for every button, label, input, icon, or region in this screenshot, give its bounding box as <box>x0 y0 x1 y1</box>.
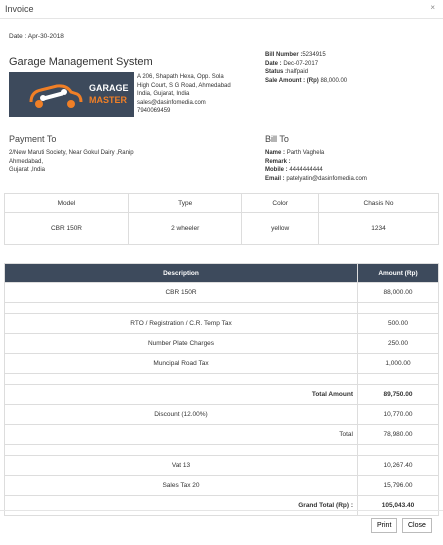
bill-date-label: Date : <box>265 60 284 67</box>
tax-label: Sales Tax 20 <box>5 476 358 496</box>
address-line: A 206, Shapath Hexa, Opp. Sola <box>137 74 224 80</box>
bill-status-label: Status : <box>265 69 288 75</box>
vehicle-type: 2 wheeler <box>128 213 241 245</box>
company-name: Garage Management System <box>9 56 153 68</box>
vehicle-color: yellow <box>242 213 319 245</box>
company-address <box>137 73 231 116</box>
discount-label: Discount (12.00%) <box>5 405 358 425</box>
garage-master-logo <box>9 72 134 117</box>
discount-amount: 10,770.00 <box>358 405 439 425</box>
total-amount-label: Total Amount <box>5 385 358 405</box>
mobile-label: Mobile : <box>265 167 290 173</box>
remark-label: Remark : <box>265 158 291 165</box>
item-description: Number Plate Charges <box>5 334 358 354</box>
divider <box>0 510 443 511</box>
bill-to-heading: Bill To <box>265 134 289 144</box>
customer-name: Parth Vaghela <box>286 150 325 156</box>
print-button[interactable]: Print <box>371 518 397 533</box>
bill-number-label: Bill Number : <box>265 52 303 58</box>
bill-to-details <box>265 149 367 183</box>
column-header: Amount (Rp) <box>358 264 439 283</box>
company-email: sales@dasinfomedia.com <box>137 99 206 106</box>
table-row <box>5 476 439 496</box>
name-label: Name : <box>265 150 287 156</box>
total-label: Total <box>5 425 358 445</box>
address-line: High Court, S G Road, Ahmedabad <box>137 82 231 89</box>
invoice-date: Date : Apr-30-2018 <box>9 33 64 40</box>
bill-status: halfpaid <box>287 69 309 75</box>
column-header: Model <box>5 194 129 213</box>
table-row <box>5 213 439 245</box>
total-value: 78,980.00 <box>358 425 439 445</box>
table-row <box>5 425 439 445</box>
address-line: Ahmedabad, <box>9 158 44 165</box>
address-line: 2/New Maruti Society, Near Gokul Dairy ,Ranip <box>9 150 134 156</box>
payment-to-heading: Payment To <box>9 134 57 144</box>
vehicle-chasis: 1234 <box>319 213 439 245</box>
table-row <box>5 314 439 334</box>
divider <box>0 18 443 19</box>
grand-total-label: Grand Total (Rp) : <box>5 496 358 516</box>
dialog-title: Invoice <box>5 4 34 14</box>
customer-email: patelyatin@dasinfomedia.com <box>286 175 367 182</box>
bill-info <box>265 51 347 85</box>
item-amount: 500.00 <box>358 314 439 334</box>
address-line: Gujarat ,India <box>9 167 46 173</box>
column-header: Description <box>5 264 358 283</box>
vehicle-model: CBR 150R <box>5 213 129 245</box>
payment-to-address <box>9 149 134 175</box>
close-icon[interactable]: × <box>430 3 435 12</box>
logo-text-garage: GARAGE <box>89 83 129 93</box>
item-amount: 1,000.00 <box>358 354 439 374</box>
total-amount: 89,750.00 <box>358 385 439 405</box>
table-row <box>5 334 439 354</box>
grand-total: 105,043.40 <box>358 496 439 516</box>
bill-date: Dec-07-2017 <box>283 60 319 67</box>
item-description: CBR 150R <box>5 283 358 303</box>
item-description: RTO / Registration / C.R. Temp Tax <box>5 314 358 334</box>
tax-amount: 10,267.40 <box>358 456 439 476</box>
items-table <box>4 263 439 516</box>
tax-label: Vat 13 <box>5 456 358 476</box>
item-amount: 250.00 <box>358 334 439 354</box>
tax-amount: 15,796.00 <box>358 476 439 496</box>
column-header: Type <box>128 194 241 213</box>
email-label: Email : <box>265 175 287 182</box>
table-row <box>5 456 439 476</box>
customer-mobile: 4444444444 <box>289 167 323 173</box>
table-row <box>5 354 439 374</box>
company-phone: 7940069459 <box>137 108 171 114</box>
sale-amount: 88,000.00 <box>320 77 348 84</box>
column-header: Color <box>242 194 319 213</box>
bill-number: 5234915 <box>302 52 326 58</box>
item-amount: 88,000.00 <box>358 283 439 303</box>
column-header: Chasis No <box>319 194 439 213</box>
item-description: Muncipal Road Tax <box>5 354 358 374</box>
table-row <box>5 405 439 425</box>
table-row <box>5 496 439 516</box>
table-row <box>5 385 439 405</box>
address-line: India, Gujarat, India <box>137 91 190 97</box>
table-row <box>5 283 439 303</box>
sale-amount-label: Sale Amount : (Rp) <box>265 77 321 84</box>
close-button[interactable]: Close <box>402 518 432 533</box>
vehicle-table <box>4 193 439 245</box>
logo-text-master: MASTER <box>89 95 127 105</box>
